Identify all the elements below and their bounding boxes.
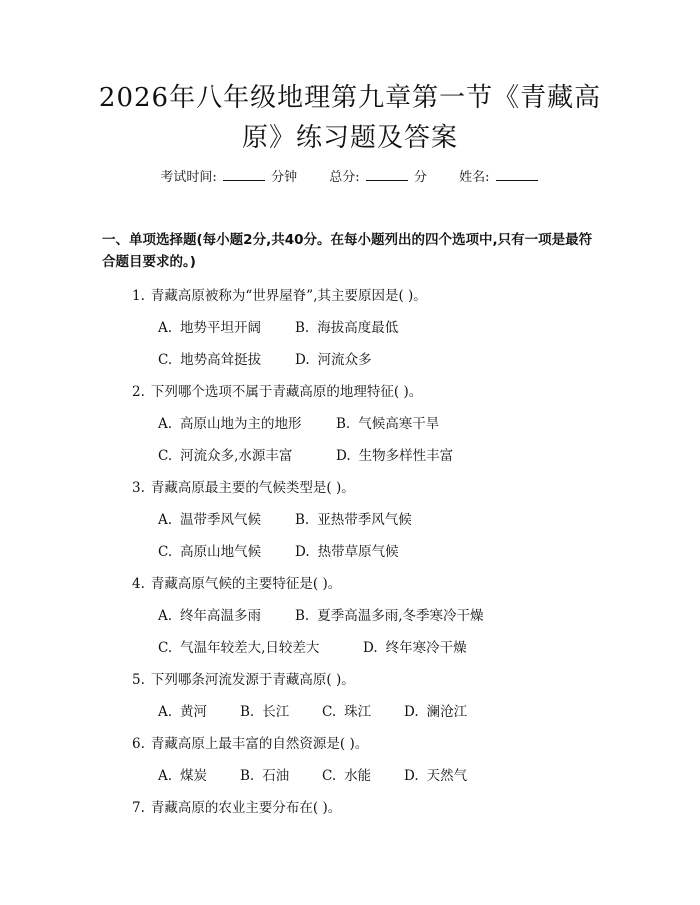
option-text: 地势平坦开阔 — [180, 320, 262, 336]
option-letter: A. — [158, 768, 173, 784]
option-letter: D. — [295, 544, 310, 560]
score-label: 总分: — [329, 170, 360, 185]
option-text: 温带季风气候 — [180, 512, 262, 528]
option-a[interactable] — [158, 606, 295, 626]
option-d[interactable] — [404, 766, 467, 786]
option-a[interactable] — [158, 766, 240, 786]
option-text: 石油 — [262, 768, 290, 784]
option-b[interactable] — [295, 606, 484, 626]
option-text: 水能 — [344, 768, 372, 784]
option-c[interactable] — [322, 702, 404, 722]
option-text: 终年高温多雨 — [180, 608, 262, 624]
option-d[interactable] — [295, 350, 372, 370]
option-b[interactable] — [240, 766, 322, 786]
question-text: 下列哪个选项不属于青藏高原的地理特征( )。 — [150, 384, 423, 400]
question-number: 7. — [132, 800, 145, 816]
question-1 — [132, 286, 427, 306]
score-unit: 分 — [413, 170, 427, 185]
question-text: 青藏高原最主要的气候类型是( )。 — [150, 480, 355, 496]
option-b[interactable] — [295, 318, 398, 338]
option-text: 澜沧江 — [426, 704, 468, 720]
option-letter: B. — [295, 320, 310, 336]
question-2-options-row-1 — [158, 414, 439, 434]
score-blank[interactable] — [366, 166, 408, 181]
option-text: 地势高耸挺拔 — [180, 352, 262, 368]
option-text: 夏季高温多雨,冬季寒冷干燥 — [317, 608, 484, 624]
option-letter: C. — [158, 640, 173, 656]
question-6 — [132, 734, 368, 754]
option-letter: D. — [363, 640, 378, 656]
option-letter: A. — [158, 608, 173, 624]
option-text: 高原山地为主的地形 — [180, 416, 302, 432]
question-number: 3. — [132, 480, 145, 496]
document-title — [60, 78, 640, 158]
option-a[interactable] — [158, 414, 336, 434]
time-label: 考试时间: — [160, 170, 217, 185]
question-2 — [132, 382, 422, 402]
section-heading: 一、单项选择题(每小题2分,共40分。在每小题列出的四个选项中,只有一项是最符合题目要求的。) — [102, 232, 593, 270]
option-b[interactable] — [240, 702, 322, 722]
title-line-2: 原》练习题及答案 — [241, 123, 458, 153]
option-letter: C. — [158, 544, 173, 560]
name-blank[interactable] — [496, 166, 538, 181]
question-text: 青藏高原气候的主要特征是( )。 — [150, 576, 342, 592]
option-letter: D. — [336, 448, 351, 464]
question-number: 4. — [132, 576, 145, 592]
option-text: 海拔高度最低 — [317, 320, 399, 336]
option-c[interactable] — [158, 542, 295, 562]
question-7 — [132, 798, 341, 818]
question-4-options-row-1 — [158, 606, 484, 626]
option-text: 气候高寒干旱 — [358, 416, 440, 432]
question-4-options-row-2 — [158, 638, 467, 658]
question-number: 2. — [132, 384, 145, 400]
question-1-options-row-1 — [158, 318, 398, 338]
option-d[interactable] — [363, 638, 467, 658]
question-3-options-row-2 — [158, 542, 399, 562]
question-3 — [132, 478, 355, 498]
option-letter: B. — [295, 512, 310, 528]
option-letter: C. — [322, 768, 337, 784]
option-text: 煤炭 — [180, 768, 208, 784]
option-letter: A. — [158, 416, 173, 432]
option-c[interactable] — [158, 350, 295, 370]
option-c[interactable] — [158, 638, 363, 658]
option-c[interactable] — [322, 766, 404, 786]
question-1-options-row-2 — [158, 350, 372, 370]
time-blank[interactable] — [223, 166, 265, 181]
option-letter: B. — [295, 608, 310, 624]
option-letter: C. — [158, 352, 173, 368]
title-line-1: 2026年八年级地理第九章第一节《青藏高 — [98, 83, 602, 113]
question-number: 6. — [132, 736, 145, 752]
option-a[interactable] — [158, 318, 295, 338]
option-text: 河流众多,水源丰富 — [180, 448, 293, 464]
option-b[interactable] — [295, 510, 412, 530]
question-5 — [132, 670, 355, 690]
question-text: 青藏高原的农业主要分布在( )。 — [150, 800, 342, 816]
option-text: 天然气 — [426, 768, 468, 784]
option-d[interactable] — [295, 542, 399, 562]
option-letter: B. — [336, 416, 351, 432]
option-a[interactable] — [158, 510, 295, 530]
option-letter: B. — [240, 768, 255, 784]
question-text: 青藏高原被称为“世界屋脊”,其主要原因是( )。 — [150, 288, 427, 304]
exam-meta — [0, 166, 700, 188]
question-text: 青藏高原上最丰富的自然资源是( )。 — [150, 736, 369, 752]
option-letter: B. — [240, 704, 255, 720]
exam-time — [160, 166, 297, 188]
option-text: 亚热带季风气候 — [317, 512, 412, 528]
option-text: 终年寒冷干燥 — [385, 640, 467, 656]
question-number: 5. — [132, 672, 145, 688]
option-letter: A. — [158, 512, 173, 528]
option-text: 长江 — [262, 704, 290, 720]
option-text: 生物多样性丰富 — [358, 448, 454, 464]
option-letter: D. — [404, 704, 419, 720]
option-text: 黄河 — [180, 704, 208, 720]
exam-score — [329, 166, 427, 188]
option-text: 气温年较差大,日较差大 — [180, 640, 320, 656]
question-4 — [132, 574, 341, 594]
question-text: 下列哪条河流发源于青藏高原( )。 — [150, 672, 355, 688]
option-letter: C. — [158, 448, 173, 464]
question-6-options — [158, 766, 467, 786]
option-letter: D. — [404, 768, 419, 784]
option-d[interactable] — [336, 446, 453, 466]
exam-name — [459, 166, 540, 188]
option-a[interactable] — [158, 702, 240, 722]
question-5-options — [158, 702, 467, 722]
option-letter: C. — [322, 704, 337, 720]
option-letter: D. — [295, 352, 310, 368]
option-b[interactable] — [336, 414, 439, 434]
option-text: 热带草原气候 — [317, 544, 399, 560]
name-label: 姓名: — [459, 170, 490, 185]
question-3-options-row-1 — [158, 510, 412, 530]
option-c[interactable] — [158, 446, 336, 466]
option-d[interactable] — [404, 702, 467, 722]
option-letter: A. — [158, 320, 173, 336]
option-text: 高原山地气候 — [180, 544, 262, 560]
option-letter: A. — [158, 704, 173, 720]
time-unit: 分钟 — [271, 170, 298, 185]
option-text: 河流众多 — [317, 352, 372, 368]
question-number: 1. — [132, 288, 145, 304]
option-text: 珠江 — [344, 704, 372, 720]
question-2-options-row-2 — [158, 446, 453, 466]
